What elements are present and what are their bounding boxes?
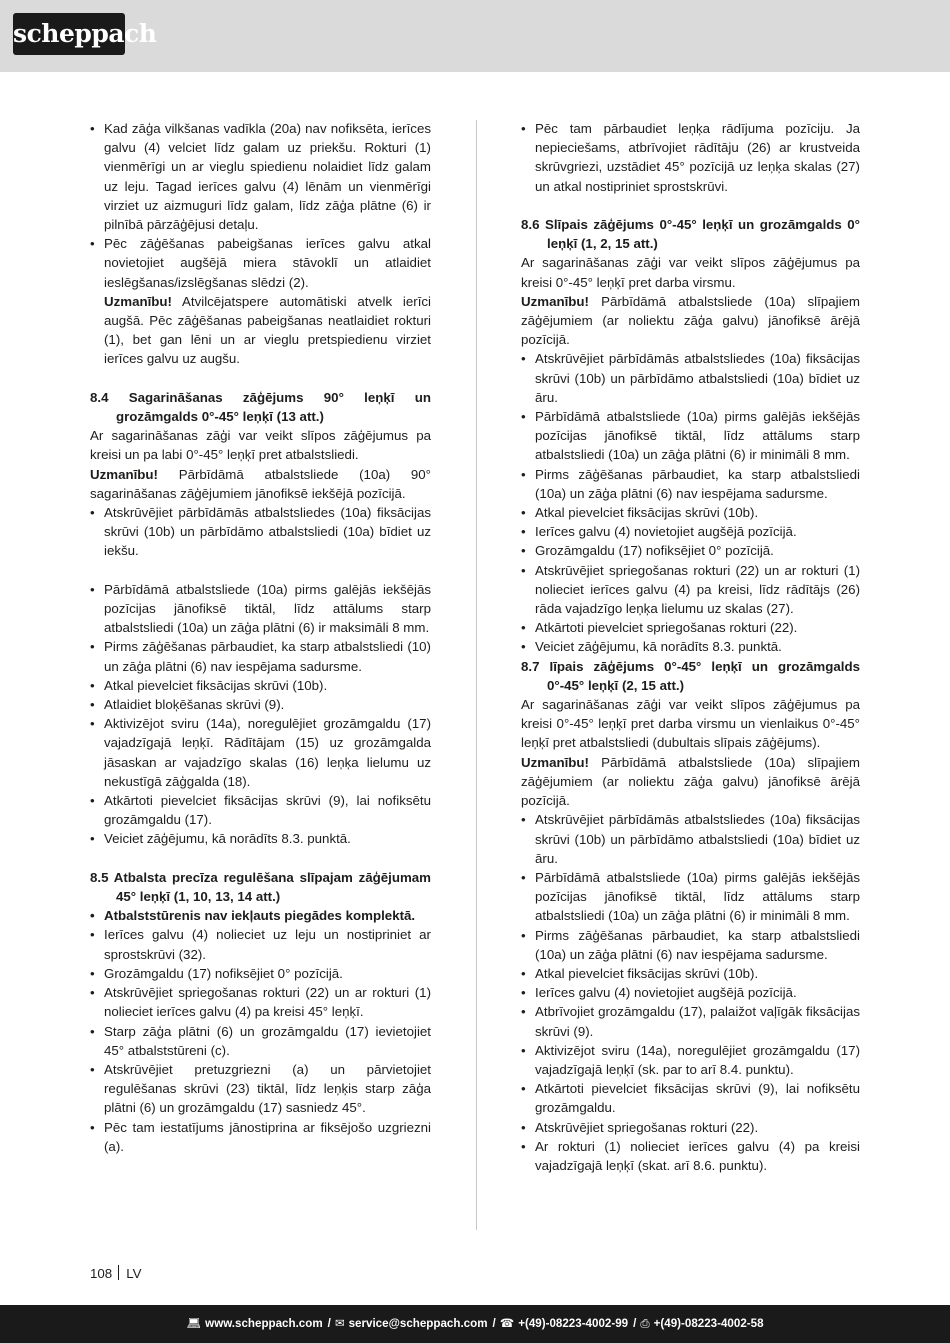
- text-run: Pirms zāģēšanas pārbaudiet, ka starp atbalstsliedi (10) un zāģa plātni (6) nav iespējama sadursme.: [104, 639, 431, 674]
- text-run: Aktivizējot sviru (14a), noregulējiet grozāmgaldu (17) vajadzīgajā leņķī (sk. par to arī 8.4. punktu).: [535, 1042, 860, 1077]
- indented-note: [90, 292, 431, 369]
- bullet-item: [90, 1118, 431, 1156]
- text-run: Atvilcējatspere automātiski atvelk ierīci augšā. Pēc zāģēšanas pabeigšanas neatlaidiet rokturi (1), bet gan lēni un ar vieglu pretspiedienu virziet ierīces galvu uz augšu.: [104, 293, 431, 367]
- email-link[interactable]: service@scheppach.com: [348, 1317, 488, 1330]
- bullet-item: [521, 926, 860, 964]
- bullet-item: [521, 465, 860, 503]
- spacer: [90, 849, 431, 868]
- page-number-separator: [118, 1265, 119, 1280]
- bullet-item: [90, 983, 431, 1021]
- left-column: [90, 119, 431, 1156]
- bullet-item: [521, 983, 860, 1002]
- bullet-item: [90, 119, 431, 234]
- text-run: Veiciet zāģējumu, kā norādīts 8.3. punktā.: [104, 831, 351, 847]
- text-run: Ierīces galvu (4) novietojiet augšējā pozīcijā.: [535, 985, 797, 1001]
- bullet-item: [90, 580, 431, 638]
- bullet-item: [90, 676, 431, 695]
- spacer: [90, 369, 431, 388]
- bullet-item: [90, 829, 431, 848]
- bullet-item: [521, 407, 860, 465]
- bullet-item: [90, 1022, 431, 1060]
- text-run: Veiciet zāģējumu, kā norādīts 8.3. punktā.: [535, 639, 782, 655]
- text-run: Ar rokturi (1) nolieciet ierīces galvu (4) pa kreisi vajadzīgajā leņķī (skat. arī 8.6. punktu).: [535, 1138, 860, 1173]
- warning-label: Uzmanību!: [521, 293, 589, 309]
- text-run: Starp zāģa plātni (6) un grozāmgaldu (17) ievietojiet 45° atbalststūreni (c).: [104, 1023, 431, 1058]
- text-run: Grozāmgaldu (17) nofiksējiet 0° pozīcijā.: [535, 543, 774, 559]
- bullet-item: [521, 1079, 860, 1117]
- bullet-item: [521, 637, 860, 656]
- bullet-item: [521, 1002, 860, 1040]
- contact-separator: /: [492, 1317, 496, 1330]
- bullet-item: [90, 791, 431, 829]
- warning-label: Uzmanību!: [90, 466, 158, 482]
- bullet-item: [521, 522, 860, 541]
- warning-label: Uzmanību!: [104, 293, 172, 309]
- text-run: Atskrūvējiet spriegošanas rokturi (22) un ar rokturi (1) nolieciet ierīces galvu (4) pa kreisi, līdz rādītājs (26) rāda vajadzīgo leņķa lielumu uz skalas (27).: [535, 562, 860, 617]
- section-heading: [521, 657, 860, 695]
- text-run: 8.5 Atbalsta precīza regulēšana slīpajam zāģējumam 45° leņķī (1, 10, 13, 14 att.): [90, 869, 431, 905]
- warning-label: Uzmanību!: [521, 754, 589, 770]
- text-run: Atbrīvojiet grozāmgaldu (17), palaižot vaļīgāk fiksācijas skrūvi (9).: [535, 1004, 860, 1039]
- brand-logo: scheppach: [13, 13, 125, 55]
- bullet-item: [90, 637, 431, 675]
- text-run: Pārbīdāmā atbalstsliede (10a) slīpajiem zāģējumiem (ar noliektu zāģa galvu) jānofiksē ārējā pozīcijā.: [521, 754, 860, 809]
- text-run: Aktivizējot sviru (14a), noregulējiet grozāmgaldu (17) vajadzīgajā leņķī. Rādītājam (15) uz grozāmgalda jāsaskan ar vajadzīgo skalas (16) leņķa lielumu uz nekustīgā zāģgalda (18).: [104, 716, 431, 789]
- spacer: [90, 561, 431, 580]
- bullet-item: [521, 561, 860, 619]
- text-run: Ierīces galvu (4) novietojiet augšējā pozīcijā.: [535, 524, 797, 540]
- text-run: Pirms zāģēšanas pārbaudiet, ka starp atbalstsliedi (10a) un zāģa plātni (6) nav iespējama sadursme.: [535, 466, 860, 501]
- text-run: Atlaidiet bloķēšanas skrūvi (9).: [104, 697, 285, 713]
- bullet-item: [521, 964, 860, 983]
- text-run: Atkārtoti pievelciet spriegošanas rokturi (22).: [535, 620, 798, 636]
- paragraph: [90, 426, 431, 464]
- text-run: Atskrūvējiet pārbīdāmās atbalstsliedes (10a) fiksācijas skrūvi (10b) un pārbīdāmo atbalstsliedi (10a) bīdiet uz āru.: [535, 812, 860, 866]
- telephone-icon: ☎︎: [499, 1317, 515, 1330]
- text-run: Pēc tam iestatījums jānostiprina ar fiksējošo uzgriezni (a).: [104, 1119, 431, 1154]
- text-run: 8.4 Sagarināšanas zāģējums 90° leņķī un grozāmgalds 0°-45° leņķī (13 att.): [90, 389, 431, 425]
- text-run: Ar sagarināšanas zāģi var veikt slīpos zāģējumus pa kreisi 0°-45° leņķī pret darba virsmu.: [521, 255, 860, 290]
- text-run: Kad zāģa vilkšanas vadīkla (20a) nav nofiksēta, ierīces galvu (4) velciet līdz galam uz priekšu. Rokturi (1) vienmērīgi un ar vieglu spiedienu nolaidiet līdz galam uz leju. Tagad ierīces galvu (4) lēnām un vienmērīgi virziet uz aizmuguri līdz galam, līdz zāģa plātne (6) ir pilnībā pārzāģējusi detaļu.: [104, 121, 431, 233]
- text-run: Atkārtoti pievelciet fiksācijas skrūvi (9), lai nofiksētu grozāmgaldu (17).: [104, 793, 431, 828]
- laptop-icon: 💻︎: [186, 1317, 202, 1330]
- bullet-item: [521, 1137, 860, 1175]
- paragraph: [521, 253, 860, 291]
- text-run: Atkal pievelciet fiksācijas skrūvi (10b).: [535, 505, 759, 521]
- text-run: Pēc tam pārbaudiet leņķa rādījuma pozīciju. Ja nepieciešams, atbrīvojiet rādītāju (26) ar krustveida skrūvgriezi, uzstādiet 45° pozīcijā uz leņķa skalas (27) un atkal nostipriniet sprostskrūvi.: [535, 121, 860, 194]
- bullet-item: [521, 1041, 860, 1079]
- paragraph: [90, 465, 431, 503]
- text-run: Atskrūvējiet spriegošanas rokturi (22) un ar rokturi (1) nolieciet ierīces galvu (4) pa kreisi 45° leņķī.: [104, 985, 431, 1020]
- bullet-item: [90, 964, 431, 983]
- text-run: Atkal pievelciet fiksācijas skrūvi (10b).: [535, 965, 759, 981]
- contact-separator: /: [633, 1317, 637, 1330]
- text-run: Pārbīdāmā atbalstsliede (10a) pirms galējās iekšējās pozīcijas jānofiksē tiktāl, līdz attālums starp atbalstsliedi (10a) un zāģa plātni (6) ir minimāli 8 mm.: [535, 409, 860, 463]
- text-run: Pirms zāģēšanas pārbaudiet, ka starp atbalstsliedi (10a) un zāģa plātni (6) nav iespējama sadursme.: [535, 927, 860, 962]
- text-run: Atskrūvējiet pārbīdāmās atbalstsliedes (10a) fiksācijas skrūvi (10b) un pārbīdāmo atbalstsliedi (10a) bīdiet uz āru.: [535, 351, 860, 405]
- page-number: 108: [90, 1266, 113, 1281]
- fax-icon: ⎙: [640, 1317, 650, 1330]
- section-heading: [90, 868, 431, 906]
- page-header: [0, 0, 950, 72]
- section-heading: [521, 215, 860, 253]
- paragraph: [521, 753, 860, 811]
- text-run: Pārbīdāmā atbalstsliede (10a) pirms galējās iekšējās pozīcijas jānofiksē tiktāl, līdz attālums starp atbalstsliedi (10a) un zāģa plātni (6) ir maksimāli 8 mm.: [104, 581, 431, 636]
- text-run: Ierīces galvu (4) nolieciet uz leju un nostipriniet ar sprostskrūvi (32).: [104, 927, 431, 962]
- bullet-item: [521, 119, 860, 196]
- contact-bar: [0, 1305, 950, 1343]
- language-code: LV: [126, 1266, 142, 1281]
- text-run: Ar sagarināšanas zāģi var veikt slīpos zāģējumus pa kreisi 0°-45° leņķī pret darba virsmu un vienlaikus 0°-45° leņķī pret atbalstsliedi (dubultais slīpais zāģējums).: [521, 697, 860, 751]
- bullet-item: [521, 503, 860, 522]
- text-run: Ar sagarināšanas zāģi var veikt slīpos zāģējumus pa kreisi un pa labi 0°-45° leņķī pret atbalstsliedi.: [90, 428, 431, 463]
- bullet-item: [90, 1060, 431, 1118]
- text-run: Atskrūvējiet pretuzgriezni (a) un pārvietojiet regulēšanas skrūvi (23) tiktāl, līdz leņķis starp zāģa plātni (6) un grozāmgaldu (17) sasniedz 45°.: [104, 1061, 431, 1116]
- bullet-item: [521, 810, 860, 868]
- bullet-item: [90, 714, 431, 791]
- paragraph: [521, 695, 860, 753]
- text-run: Atbalststūrenis nav iekļauts piegādes komplektā.: [104, 908, 416, 924]
- page-number-area: [90, 1264, 141, 1283]
- section-heading: [90, 388, 431, 426]
- text-run: Atkal pievelciet fiksācijas skrūvi (10b).: [104, 677, 328, 693]
- contact-separator: /: [327, 1317, 331, 1330]
- text-run: Atskrūvējiet spriegošanas rokturi (22).: [535, 1119, 759, 1135]
- paragraph: [521, 292, 860, 350]
- text-run: Atskrūvējiet pārbīdāmās atbalstsliedes (10a) fiksācijas skrūvi (10b) un pārbīdāmo atbalstsliedi (10a) bīdiet uz iekšu.: [104, 505, 431, 559]
- phone-number: +(49)-08223-4002-99: [518, 1317, 629, 1330]
- bullet-item: [521, 349, 860, 407]
- column-divider: [476, 120, 477, 1230]
- envelope-icon: ✉︎: [334, 1317, 345, 1330]
- text-run: Pārbīdāmā atbalstsliede (10a) slīpajiem zāģējumiem (ar noliektu zāģa galvu) jānofiksē ārējā pozīcijā.: [521, 293, 860, 348]
- bullet-item: [521, 1118, 860, 1137]
- fax-number: +(49)-08223-4002-58: [653, 1317, 764, 1330]
- bullet-item: [90, 695, 431, 714]
- bullet-item: [90, 925, 431, 963]
- bullet-item: [90, 234, 431, 292]
- text-run: Pēc zāģēšanas pabeigšanas ierīces galvu atkal novietojiet augšējā miera stāvoklī un atlaidiet ieslēgšanas/izslēgšanas slēdzi (2).: [104, 236, 431, 290]
- bullet-item: [521, 618, 860, 637]
- text-run: Pārbīdāmā atbalstsliede (10a) pirms galējās iekšējās pozīcijas jānofiksē tiktāl, līdz attālums starp atbalstsliedi (10a) un zāģa plātni (6) ir minimāli 8 mm.: [535, 869, 860, 924]
- bold-bullet-item: [90, 906, 431, 925]
- text-run: Pārbīdāmā atbalstsliede (10a) 90° sagarināšanas zāģējumiem jānofiksē iekšējā pozīcijā.: [90, 466, 431, 501]
- website-link[interactable]: www.scheppach.com: [205, 1317, 323, 1330]
- right-column: [521, 119, 860, 1175]
- text-run: Atkārtoti pievelciet fiksācijas skrūvi (9), lai nofiksētu grozāmgaldu.: [535, 1081, 860, 1116]
- bullet-item: [90, 503, 431, 561]
- text-run: Grozāmgaldu (17) nofiksējiet 0° pozīcijā.: [104, 965, 343, 981]
- bullet-item: [521, 541, 860, 560]
- text-run: 8.7 Iīpais zāģējums 0°-45° leņķī un grozāmgalds 0°-45° leņķī (2, 15 att.): [521, 658, 860, 693]
- text-run: 8.6 Slīpais zāģējums 0°-45° leņķī un grozāmgalds 0° leņķī (1, 2, 15 att.): [521, 217, 860, 252]
- bullet-item: [521, 868, 860, 926]
- spacer: [521, 196, 860, 215]
